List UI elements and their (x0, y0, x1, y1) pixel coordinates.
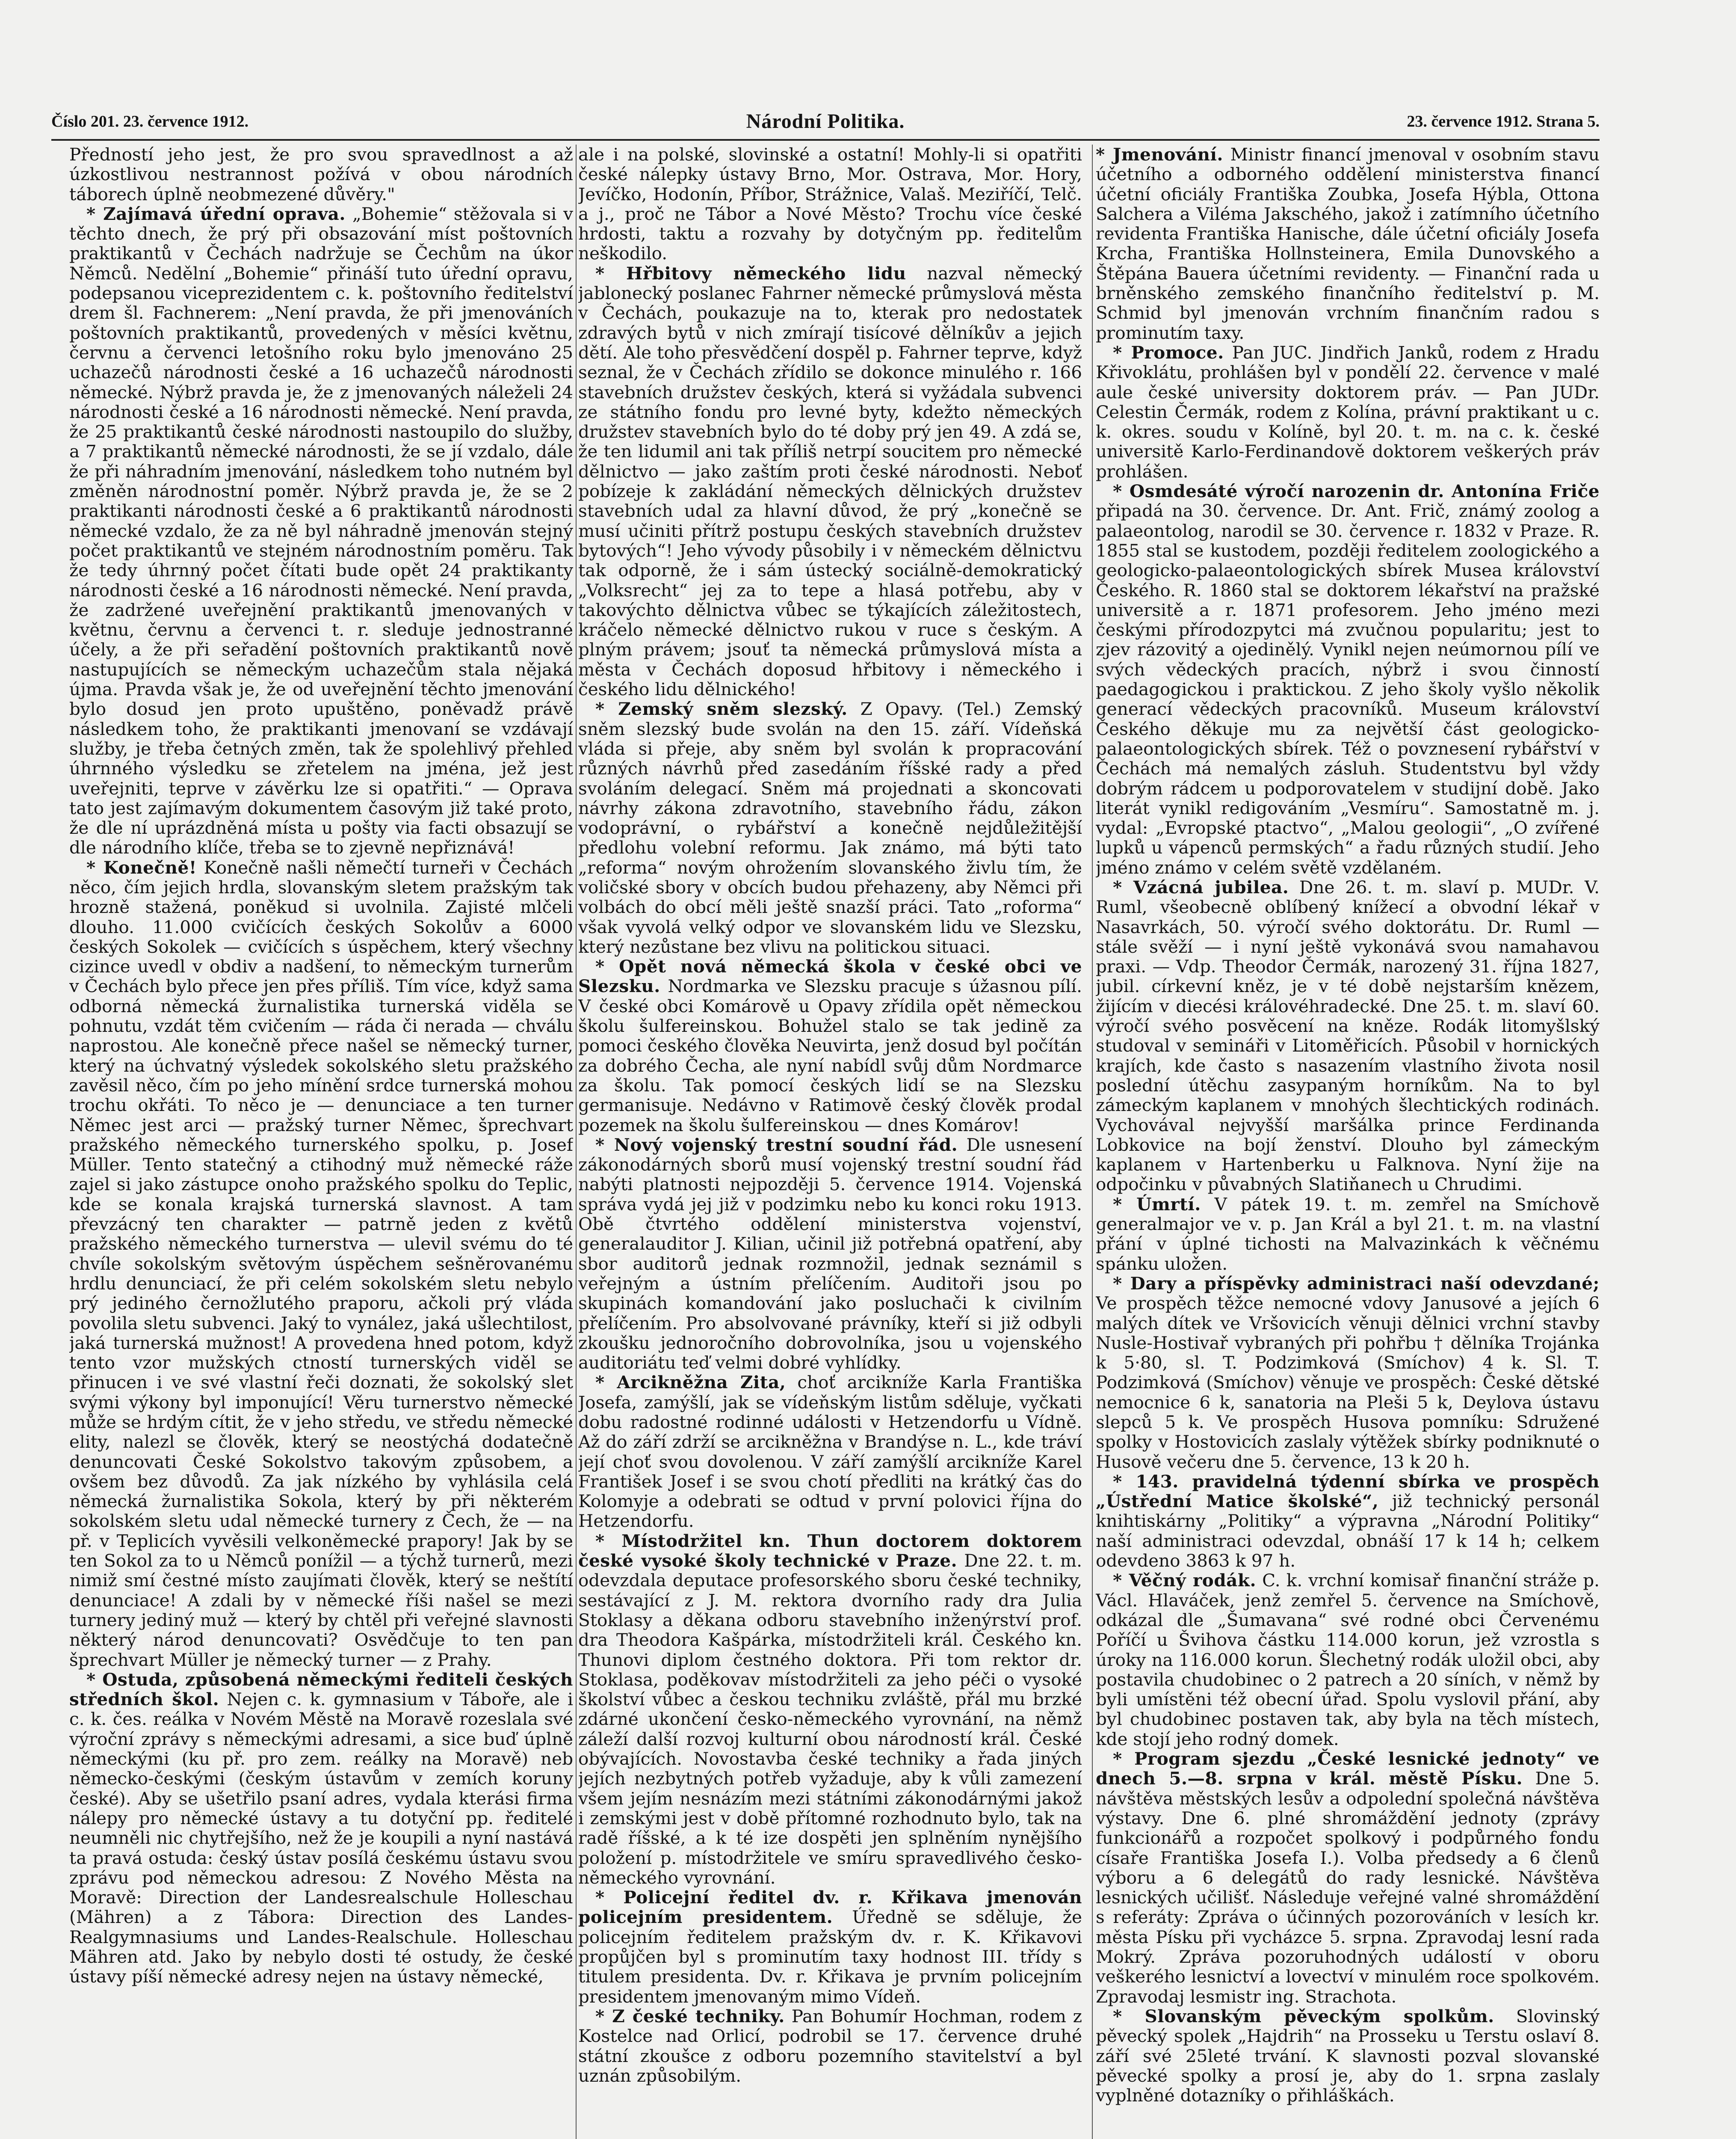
article-text: Pan JUC. Jindřich Janků, rodem z Hradu Křivoklátu, prohlášen byl v pondělí 22. července v malé aule české university doktorem práv. — Pan JUDr. Celestin Čermák, rodem z Kolína, právní praktikant u c. k. okres. soudu v Kolíně, byl 20. t. m. na c. k. české universitě Karlo-Ferdinandově doktorem veškerých práv prohlášen. (1096, 342, 1600, 482)
article-heading: * Zemský sněm slezský. (595, 699, 848, 720)
article-text: ale i na polské, slovinské a ostatní! Mohly-li si opatřiti české nálepky ústavy Brno, Mor. Ostrava, Mor. Hory, Jevíčko, Hodonín, Příbor, Strážnice, Valaš. Meziříčí, Telč. a j., proč ne Tábor a Nové Město? Trochu více české hrdosti, taktu a rozvahy by dotyčným pp. ředitelům neškodilo. (578, 145, 1082, 264)
article-text: připadá na 30. července. Dr. Ant. Frič, známý zoolog a palaeontolog, narodil se 30. července r. 1832 v Praze. R. 1855 stal se kustodem, později ředitelem zoologického a geologicko-palaeontologických sbírek Musea království Českého. R. 1860 stal se doktorem lékařství na pražské universitě a r. 1871 profesorem. Jeho jméno mezi českými přírodozpytci má zvučnou popularitu; jest to zjev rázovitý a ojedinělý. Vynikl nejen neúmornou pílí ve svých vědeckých pracích, nýbrž i svou činností paedagogickou i praktickou. Z jeho školy vyšlo několik generací vědeckých pracovníků. Museum království Českého děkuje mu za největší část geologicko-palaeontologických sbírek. Též o povznesení rybářství v Čechách má nemalých zásluh. Studentstvu byl vždy dobrým rádcem u podporovatelem v studijní době. Jako literát vynikl redigováním „Vesmíru“. Samostatně m. j. vydal: „Evropské ptactvo“, „Malou geologii“, „O zvířené lupků u vápenců permských“ a řadu různých studií. Jeho jméno známo v celém světě vzdělaném. (1096, 501, 1600, 878)
article-paragraph (69, 204, 573, 858)
article-text: Dne 26. t. m. slaví p. MUDr. V. Ruml, všeobecně oblíbený knížecí a obvodní lékař v Nasavrkách, 50. výročí svého doktorátu. Dr. Ruml — stále svěží — i nyní ještě vykonává svou namahavou praxi. — Vdp. Theodor Čermák, narozený 31. října 1827, jubil. církevní kněz, je v té době nejstarším knězem, žijícím v diecési královéhradecké. Dne 25. t. m. slaví 60. výročí svého posvěcení na kněze. Rodák litomyšlský studoval v semináři v Litoměřicích. Působil v hornických krajích, kde často s nasazením vlastního života nosil poslední útěchu zasypaným horníkům. Na to byl zámeckým kaplanem v mnohých šlechtických rodinách. Vychovával nejvyšší maršálka prince Ferdinanda Lobkovice na bojí ženství. Dlouho byl zámeckým kaplanem v Hartenberku u Falknova. Nyní žije na odpočinku v půvabných Slatiňanech u Chrudimi. (1096, 877, 1600, 1195)
article-text: již technický personál knihtiskárny „Politiky“ a výpravna „Národní Politiky“ naší administraci odevzdal, obnáší 17 k 14 h; celkem odevdeno 3863 k 97 h. (1096, 1491, 1600, 1571)
article-text: nazval německý jablonecký poslanec Fahrner německé průmyslová města v Čechách, poukazuje na to, kterak pro nedostatek zdravých bytů v nich zmírají tisícové dělníkův a jejich dětí. Ale toho přesvědčení dospěl p. Fahrner teprve, když seznal, že v Čechách zřídilo se dokonce minulého r. 166 stavebních družstev českých, která si vyžádala subvenci ze státního fondu pro levné byty, kdežto německých družstev stavebních bylo do té doby prý jen 49. A zdá se, že ten lidumil ani tak příliš netrpí soucitem pro německé dělnictvo — jako zaštím proti české národnosti. Neboť pobízeje k zakládání německých dělnických družstev stavebních udal za hlavní důvod, že prý „konečně se musí učiniti přítrž postupu českých stavebních družstev bytových“! Jeho vývody působily i v německém dělnictvu tak odporně, že i sám ústecký sociálně-demokratický „Volksrecht“ jej za to tepe a hlasá potřebu, aby v takovýchto dělnictva vůbec se týkajících záležitostech, kráčelo německé dělnictvo rukou v ruce s českým. A plným právem; jsouť ta německá průmyslová místa a města v Čechách doposud hřbitovy i německého i českého lidu dělnického! (578, 263, 1082, 700)
article-text: Nordmarka ve Slezsku pracuje s úžasnou pílí. V české obci Komárově u Opavy zřídila opět německou školu šulfereinskou. Bohužel stalo se tak jedině za pomoci českého člověka Neuvirta, jenž dosud byl počítán za dobrého Čecha, ale nyní nabídl svůj dům Nordmarce za školu. Tak pomocí českých lidí se na Slezsku germanisuje. Nedávno v Ratimově český člověk prodal pozemek na školu šulfereinskou — dnes Komárov! (578, 976, 1082, 1135)
article-heading: * Osmdesáté výročí narozenin dr. Antonína Friče (1113, 481, 1600, 502)
header-rule (51, 139, 1600, 141)
article-paragraph (578, 264, 1082, 699)
article-text: Nejen c. k. gymnasium v Táboře, ale i c. k. čes. reálka v Novém Městě na Moravě rozeslala své výroční zprávy s německými adresami, a sice buď úplně německými (ku př. pro zem. reálky na Moravě) neb německo-českými (českým ústavům v zemích koruny české). Aby se ušetřilo psaní adres, vydala kterási firma nálepy pro německé ústavy a tu dotyční pp. ředitelé neumněli nic chytřejšího, než že je koupili a nyní nastává ta pravá ostuda: český ústav posílá českému ústavu svou zprávu pod německou adresou: Z Nového Města na Moravě: Direction der Landesrealschule Holleschau (Mähren) a z Tábora: Direction des Landes-Realgymnasiums und Landes-Realschule. Holleschau Mähren atd. Jako by nebylo dosti té ostudy, že české ústavy píší německé adresy nejen na ústavy německé, (69, 1689, 573, 1987)
article-text: Z Opavy. (Tel.) Zemský sněm slezský bude svolán na den 15. září. Vídeňská vláda si přeje, aby sněm byl svolán k propracování různých návrhů před zasedáním říšské rady a před svoláním delegací. Sněm má projednati a skoncovati návrhy zákona zdravotního, stavebního řádu, zákon vodoprávní, o rybářství a konečně nejdůležitější předlohu volební reformu. Jak známo, má býti tato „reforma“ novým ohrožením slovanského živlu tím, že voličské sbory v obcích budou přehazeny, aby Němci při volbách do obcí měli ještě snazší práci. Tato „roforma“ však vyvolá velký odpor ve slovanském lidu ve Slezsku, který nezůstane bez vlivu na politickou situaci. (578, 699, 1082, 957)
article-paragraph (69, 858, 573, 1670)
article-heading: * Slovanským pěveckým spolkům. (1113, 2006, 1494, 2026)
column-divider (576, 145, 577, 2139)
article-paragraph (1096, 2006, 1600, 2105)
article-paragraph (1096, 1274, 1600, 1472)
date-and-page: 23. července 1912. Strana 5. (1407, 113, 1600, 130)
article-heading: * Nový vojenský trestní soudní řád. (595, 1134, 958, 1155)
article-paragraph (69, 1670, 573, 1987)
article-text: Předností jeho jest, že pro svou spravedlnost a až úzkostlivou nestrannost požívá v obou národních táborech úplně neobmezené důvěry." (69, 145, 573, 204)
article-paragraph (1096, 1472, 1600, 1570)
article-text: Dle usnesení zákonodárných sborů musí vojenský trestní soudní řád nabýti platnosti nejpozději 5. července 1914. Vojenská správa vydá jej již v podzimku nebo ku konci roku 1913. Obě čtvrtého oddělení ministerstva vojenství, generalauditor J. Kilian, učinil již potřebná opatření, aby sbor auditorů jednak rozmnožil, jednak seznámil s veřejným a ústním přelíčením. Auditoři jsou po skupinách komandování jako posluchači k civilním přelíčením. Pro absolvované právníky, kteří si již odbyli zkoušku jednoročního dobrovolníka, jsou u vojenského auditoriátu teď velmi dobré vyhlídky. (578, 1134, 1082, 1373)
article-text: Slovinský pěvecký spolek „Hajdrih“ na Prosseku u Terstu oslaví 8. září své 25leté trvání. K slavnosti pozval slovanské pěvecké spolky a prosí je, aby do 1. srpna zaslaly vyplněné dotazníky o přihláškách. (1096, 2006, 1600, 2106)
article-paragraph (1096, 1749, 1600, 2006)
article-paragraph (578, 145, 1082, 264)
article-heading: * Konečně! (86, 857, 197, 878)
article-paragraph (1096, 877, 1600, 1194)
article-heading: * Jmenování. (1096, 145, 1223, 165)
article-text: Dne 5. návštěva městských lesův a odpolední společná návštěva výstavy. Dne 6. plné shromáždění jednoty (zprávy funkcionářů a rozpočet spolkový i podpůrného fondu císaře Františka Josefa I.). Volba předsedy a 6 členů výboru a 6 delegátů do rady lesnické. Návštěva lesnických učilišť. Následuje veřejné valné shromáždění s referáty: Zpráva o účinných pozorováních v lesích kr. města Písku při vycházce 5. srpna. Zpravodaj lesní rada Mokrý. Zpráva pozoruhodných událostí v oboru veškerého lesnictví a lovectví v minulém roce spolkovém. Zpravodaj lesmistr ing. Strachota. (1096, 1768, 1600, 2007)
column-3 (1096, 145, 1600, 2139)
article-text: choť arcikníže Karla Františka Josefa, zamýšlí, jak se vídeňským listům sděluje, vyčkati dobu radostné rodinné události v Hetzendorfu u Vídně. Až do září zdrží se arcikněžna v Brandýse n. L., kde tráví její choť svou dovolenou. V září zamýšlí arcikníže Karel František Josef i se svou chotí předliti na krátký čas do Kolomyje a odebrati se odtud v první polovici října do Hetzendorfu. (578, 1372, 1082, 1532)
column-1 (69, 145, 573, 2139)
article-paragraph (578, 1135, 1082, 1373)
column-divider (1092, 145, 1093, 2139)
article-text: Dne 22. t. m. odevzdala deputace profesorského sboru české techniky, sestávající z J. M. rektora dvorního rady dra Julia Stoklasy a děkana odboru stavebního inženýrství prof. dra Theodora Kašpárka, místodržiteli král. Českého kn. Thunovi diplom čestného doktora. Při tom rektor dr. Stoklasa, poděkovav místodržiteli za jeho péči o vysoké školství vůbec a českou techniku zvláště, přál mu brzké zdárné ukončení česko-německého vyrovnání, na němž záleží další rozvoj kulturní obou národností král. České obývajících. Novostavba české techniky a řada jiných jejích nezbytných potřeb vyžaduje, aby k vůli zamezení všem jejím nesnázím mezi státními zákonodárnými jakož i zemskými jest v době přítomné rozhodnuto bylo, tak na radě říšské, a k té ize dospěti jen splněním nynějšího položení p. místodržitele ve smíru spravedlivého česko-německého vyrovnání. (578, 1550, 1082, 1888)
article-heading: * Promoce. (1113, 342, 1224, 363)
article-paragraph (578, 1372, 1082, 1531)
article-heading: * Ostuda, způsobená německými řediteli českých středních škol. (69, 1669, 573, 1710)
article-heading: * Policejní ředitel dv. r. Křikava jmenován policejním presidentem. (578, 1887, 1082, 1928)
article-paragraph (578, 2006, 1082, 2086)
page-header (51, 112, 1600, 138)
article-text: „Bohemie“ stěžovala si v těchto dnech, že prý při obsazování míst poštovních praktikantů v Čechách nadržuje se Čechům na úkor Němců. Nedělní „Bohemie“ přináší tuto úřední opravu, podepsanou viceprezidentem c. k. poštovního ředitelství drem šl. Fachnerem: „Není pravda, že při jmenováních poštovních praktikantů, provedených v měsíci květnu, červnu a červenci letošního roku bylo jmenováno 25 uchazečů národnosti české a 16 uchazečů národnosti německé. Nýbrž pravda je, že z jmenovaných náleželi 24 národnosti české a 16 národnosti německé. Není pravda, že 25 praktikantů české národnosti nastoupilo do služby, a 7 praktikantů německé národnosti, že se jí vzdalo, dále že při náhradním jmenování, následkem toho nutném byl změněn národnostní poměr. Nýbrž pravda je, že se 2 praktikanti národnosti české a 6 praktikantů národnosti německé vzdalo, že za ně byl náhradně jmenován stejný počet praktikantů ve stejném národnostním poměru. Tak že tedy úhrnný počet čítati bude opět 24 praktikanty národnosti české a 16 národnosti německé. Není pravda, že zadržené uveřejnění praktikantů jmenovaných v květnu, červnu a červenci t. r. sleduje jednostranné účely, a že při seřadění poštovních praktikantů nově nastupujících se německým uchazečům stala nějaká újma. Pravda však je, že od uveřejnění těchto jmenování bylo dosud jen proto upuštěno, poněvadž právě následkem toho, že praktikanti jmenovaní se vzdávají služby, je třeba četných změn, tak že spolehlivý přehled úhrnného výsledku se zřetelem na jména, jež jest uveřejniti, teprve v závěrku lze si opatřiti.“ — Oprava tato jest zajímavým dokumentem časovým již také proto, že dle ní uprázdněná místa u pošty via facti obsazují se dle národního klíče, třeba se to zjevně nepřiznává! (69, 203, 573, 858)
newspaper-title: Národní Politika. (746, 110, 905, 133)
article-paragraph (1096, 1194, 1600, 1274)
article-paragraph (578, 699, 1082, 957)
article-text: V pátek 19. t. m. zemřel na Smíchově generalmajor ve v. p. Jan Král a byl 21. t. m. na vlastní přání v úplné tichosti na Malvazinkách k věčnému spánku uložen. (1096, 1194, 1600, 1274)
article-text: Pan Bohumír Hochman, rodem z Kostelce nad Orlicí, podrobil se 17. července druhé státní zkoušce z odboru pozemního stavitelství a byl uznán způsobilým. (578, 2006, 1082, 2086)
issue-number: Číslo 201. 23. července 1912. (51, 113, 249, 130)
article-heading: * Program sjezdu „České lesnické jednoty“ ve dnech 5.—8. srpna v král. městě Písku. (1096, 1748, 1600, 1789)
article-heading: * Zajímavá úřední oprava. (86, 203, 346, 224)
article-paragraph (1096, 343, 1600, 481)
article-text: Úředně se sděluje, že policejním ředitelem pražským dv. r. K. Křikavovi propůjčen byl s prominutím taxy hodnost III. třídy s titulem presidenta. Dv. r. Křikava je prvním policejním presidentem jmenovaným mimo Vídeň. (578, 1907, 1082, 2007)
article-heading: * 143. pravidelná týdenní sbírka ve prospěch „Ústřední Matice školské“, (1096, 1471, 1600, 1512)
article-heading: * Místodržitel kn. Thun doctorem doktorem české vysoké školy technické v Praze. (578, 1530, 1082, 1571)
article-heading: * Vzácná jubilea. (1113, 877, 1289, 898)
article-text: Ministr financí jmenoval v osobním stavu účetního a odborného oddělení ministerstva financí účetní oficiály Františka Zoubka, Josefa Hýbla, Ottona Salchera a Viléma Jakschého, jakož i zatímního účetního revidenta Františka Hanische, dále účetní oficiály Josefa Krcha, Františka Hollnsteinera, Emila Dunovského a Štěpána Bauera účetními revidenty. — Finanční rada u brněnského zemského finančního ředitelství p. M. Schmid byl jmenován vrchním finančním radou s prominutím taxy. (1096, 145, 1600, 343)
article-heading: * Z české techniky. (595, 2006, 785, 2026)
article-paragraph (69, 145, 573, 204)
article-paragraph (578, 957, 1082, 1135)
article-heading: * Arcikněžna Zita, (595, 1372, 786, 1393)
article-text: Konečně našli němečtí turneři v Čechách něco, čím jejich hrdla, slovanským sletem pražským tak hrozně stažená, poněkud si uvolnila. Zajisté mlčeli dlouho. 11.000 cvičících českých Sokolův a 6000 českých Sokolek — cvičících s úspěchem, který všechny cizince uvedl v obdiv a nadšení, to německým turnerům v Čechách bylo přece jen přes příliš. Tím více, když sama odborná německá žurnalistika turnerská viděla se pohnutu, vzdát těm cvičením — ráda či nerada — chválu naprostou. Ale konečně přece našel se německý turner, který na úchvatný výsledek sokolského sletu pražského zavěsil něco, čím po jeho mínění srdce turnerská mohou trochu okřáti. To něco je — denunciace a ten turner Němec jest arci — pražský turner Němec, šprechvart pražského německého turnerského spolku, p. Josef Müller. Tento statečný a ctihodný muž německé ráže zajel si jako zástupce onoho pražského spolku do Teplic, kde se konala krajská turnerská slavnost. A tam převzácný ten charakter — patrně jeden z květů pražského německého turnerstva — ulevil svému do té chvíle sokolským světovým úspěchem sešněrovanému hrdlu denunciací, že při celém sokolském sletu nebylo prý jediného černožlutého praporu, ačkoli prý vláda povolila sletu subvenci. Jaký to vynález, jaká ušlechtilost, jaká turnerská mužnost! A provedena hned potom, když tento vzor mužských ctností turnerských viděl se přinucen i ve své vlastní řeči doznati, že sokolský slet svými výkony byl imponující! Věru turnerstvo německé může se hrdým cítit, že v jeho středu, ve středu německé elity, nalezl se člověk, který se neostýchá dodatečně denuncovati České Sokolstvo takovým způsobem, a ovšem bez důvodů. Za jak nízkého by vyhlásila celá německá žurnalistika Sokola, který by při některém sokolském sletu udal německé turnery z Čech, že — na př. v Teplicích vyvěsili velkoněmecké prapory! Jak by se ten Sokol za to u Němců ponížil — a týchž turnerů, mezi nimiž smí čestné místo zaujímati člověk, který se neštítí denunciace! A zdali by v německé říši našel se mezi turnery jediný muž — který by chtěl při veřejné slavnosti některý národ denuncovati? Osvědčuje to ten pan šprechvart Müller je německý turner — z Prahy. (69, 857, 573, 1670)
article-paragraph (1096, 481, 1600, 877)
article-paragraph (1096, 145, 1600, 343)
article-text: Ve prospěch těžce nemocné vdovy Janusové a jejích 6 malých dítek ve Vršovicích věnuji dělnici vrchní stavby Nusle-Hostivař vybraných při pohřbu † dělníka Trojánka k 5·80, sl. T. Podzimková (Smíchov) 4 k. Sl. T. Podzimková (Smíchov) věnuje ve prospěch: České dětské nemocnice 6 k, sanatoria na Pleši 5 k, Deylova ústavu slepců 5 k. Ve prospěch Husova pomníku: Sdružené spolky v Hostovicích zaslaly výtěžek sbírky podniknuté o Husově večeru dne 5. července, 13 k 20 h. (1096, 1293, 1600, 1472)
article-paragraph (578, 1887, 1082, 2006)
column-2 (578, 145, 1082, 2139)
article-heading: * Věčný rodák. (1113, 1570, 1257, 1591)
article-heading: * Opět nová německá škola v české obci ve Slezsku. (578, 956, 1082, 997)
article-text: C. k. vrchní komisař finanční stráže p. Václ. Hlaváček, jenž zemřel 5. července na Smíchově, odkázal dle „Šumavana“ své rodné obci Červenému Poříčí u Švihova částku 114.000 korun, jež vzrostla s úroky na 116.000 korun. Šlechetný rodák uložil obci, aby postavila chudobinec o 2 patrech a 20 síních, v němž by byli umístěni též obecní úřad. Spolu vyslovil přání, aby byl chudobinec postaven tak, aby byla na těch místech, kde stojí jeho rodný domek. (1096, 1570, 1600, 1749)
article-paragraph (1096, 1570, 1600, 1749)
article-paragraph (578, 1531, 1082, 1887)
article-heading: * Hřbitovy německého lidu (595, 263, 906, 284)
article-heading: * Úmrtí. (1113, 1194, 1201, 1215)
article-heading: * Dary a příspěvky administraci naší odevzdané; (1113, 1273, 1600, 1294)
